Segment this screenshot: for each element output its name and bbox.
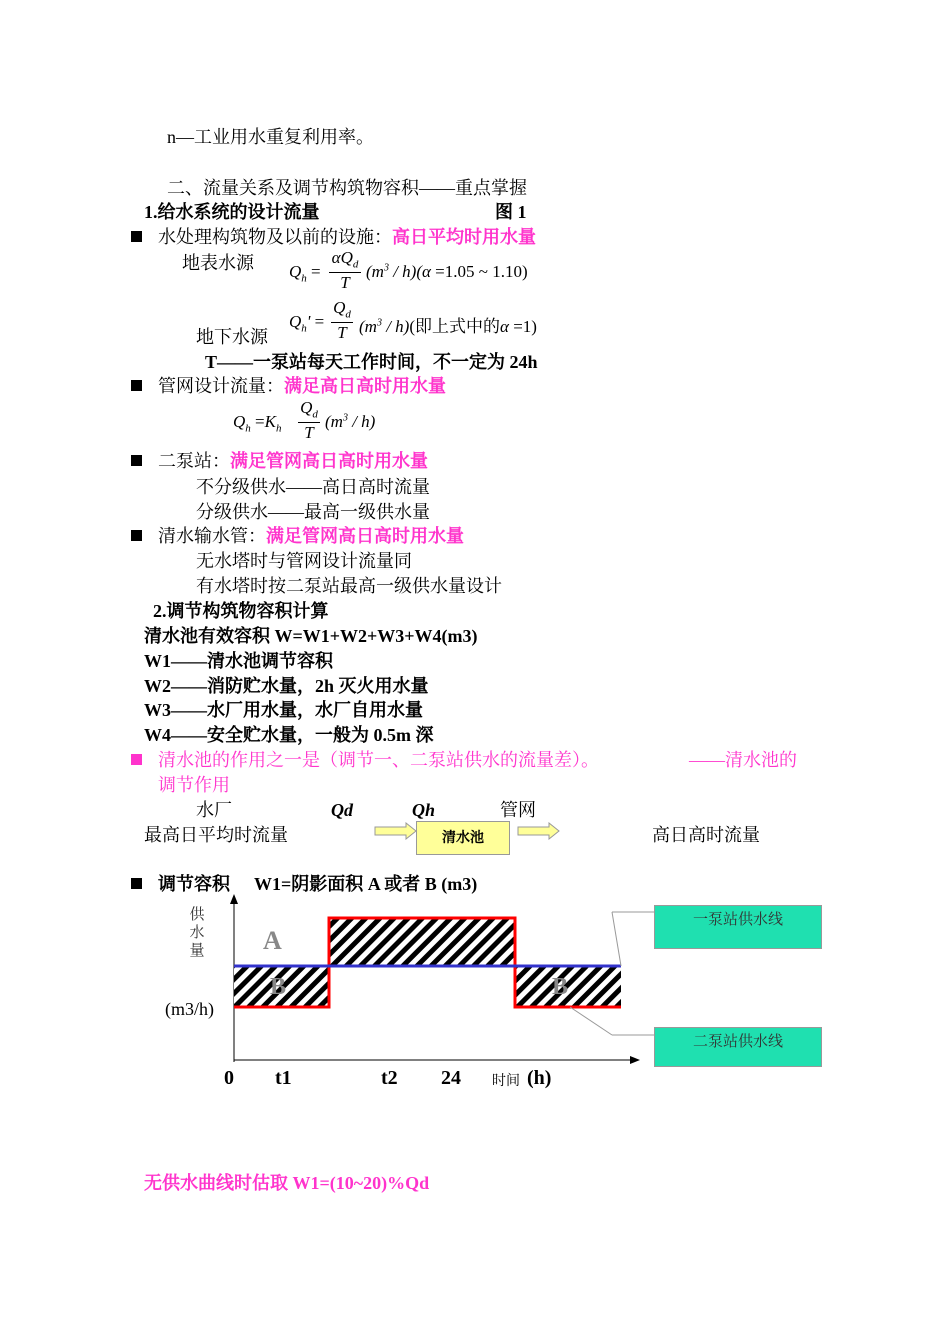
- section-heading: 二、流量关系及调节构筑物容积——重点掌握: [167, 178, 527, 198]
- area-a-label: A: [263, 926, 282, 955]
- flow-left-label: 最高日平均时流量: [144, 825, 288, 845]
- subheading-1: 1.给水系统的设计流量: [144, 202, 320, 222]
- y-axis-arrow-icon: [230, 894, 238, 904]
- area-b-right-label: B: [552, 974, 569, 1000]
- pink-note-line1b: ——清水池的: [689, 750, 797, 770]
- n-definition: n—工业用水重复利用率。: [167, 127, 374, 147]
- reg-volume-formula: W1=阴影面积 A 或者 B (m3): [254, 874, 478, 894]
- bullet-4-value: 满足管网高日高时用水量: [266, 526, 464, 546]
- w3-definition: W3——水厂用水量，水厂自用水量: [144, 700, 423, 720]
- bullet-square-icon: [131, 380, 142, 391]
- x-tick-t1: t1: [275, 1067, 292, 1089]
- t-definition: T——一泵站每天工作时间，不一定为 24h: [205, 352, 538, 372]
- pump2-graded: 分级供水——最高一级供水量: [196, 502, 430, 522]
- area-a: [329, 918, 515, 966]
- w2-definition: W2——消防贮水量，2h 灭火用水量: [144, 676, 429, 696]
- w1-estimate: 无供水曲线时估取 W1=(10~20)%Qd: [144, 1173, 430, 1193]
- subheading-2: 2.调节构筑物容积计算: [153, 601, 329, 621]
- legend-pump1: 一泵站供水线: [654, 905, 822, 949]
- bullet-2-value: 满足高日高时用水量: [284, 376, 446, 396]
- legend-pump2: 二泵站供水线: [654, 1027, 822, 1067]
- bullet-4-label: 清水输水管：满足管网高日高时用水量: [158, 526, 464, 546]
- reg-volume-label: 调节容积: [158, 874, 230, 894]
- pipe-with-tower: 有水塔时按二泵站最高一级供水量设计: [196, 576, 502, 596]
- w-total: 清水池有效容积 W=W1+W2+W3+W4(m3): [144, 626, 478, 646]
- x-axis-arrow-icon: [630, 1056, 640, 1064]
- clear-water-tank-box: 清水池: [416, 821, 510, 855]
- bullet-pink-square-icon: [131, 754, 142, 765]
- bullet-3-value: 满足管网高日高时用水量: [230, 451, 428, 471]
- flow-qh-label: Qh: [412, 800, 436, 820]
- bullet-square-icon: [131, 878, 142, 889]
- flow-qd-label: Qd: [331, 800, 353, 820]
- pipe-no-tower: 无水塔时与管网设计流量同: [196, 551, 412, 571]
- surface-water-label: 地表水源: [182, 253, 254, 273]
- arrow-right-icon: [374, 822, 418, 840]
- bullet-square-icon: [131, 455, 142, 466]
- pink-note-line1: 清水池的作用之一是（调节一、二泵站供水的流量差）。: [158, 750, 599, 770]
- flow-network-label: 管网: [500, 800, 536, 820]
- bullet-1-value: 高日平均时用水量: [392, 227, 536, 247]
- flow-right-label: 高日高时流量: [652, 825, 760, 845]
- w1-definition: W1——清水池调节容积: [144, 651, 333, 671]
- figure-label: 图 1: [495, 202, 527, 222]
- bullet-3-label: 二泵站：满足管网高日高时用水量: [158, 451, 428, 471]
- x-axis-unit: (h): [527, 1067, 552, 1089]
- bullet-2-label: 管网设计流量：满足高日高时用水量: [158, 376, 446, 396]
- flow-plant-label: 水厂: [196, 800, 232, 820]
- ground-water-label: 地下水源: [196, 327, 268, 347]
- bullet-1-label: 水处理构筑物及以前的设施：高日平均时用水量: [158, 227, 536, 247]
- pump2-ungraded: 不分级供水——高日高时流量: [196, 477, 430, 497]
- x-axis-time-label: 时间: [492, 1074, 520, 1089]
- x-tick-t2: t2: [381, 1067, 398, 1089]
- pink-note-line2: 调节作用: [158, 775, 230, 795]
- y-axis-label: 供水量: [189, 907, 205, 959]
- y-axis-unit: (m3/h): [165, 999, 214, 1019]
- x-tick-0: 0: [224, 1067, 234, 1089]
- w4-definition: W4——安全贮水量，一般为 0.5m 深: [144, 725, 434, 745]
- bullet-square-icon: [131, 231, 142, 242]
- arrow-right-icon: [517, 822, 561, 840]
- area-b-left-label: B: [270, 974, 287, 1000]
- bullet-square-icon: [131, 530, 142, 541]
- x-tick-24: 24: [441, 1067, 461, 1089]
